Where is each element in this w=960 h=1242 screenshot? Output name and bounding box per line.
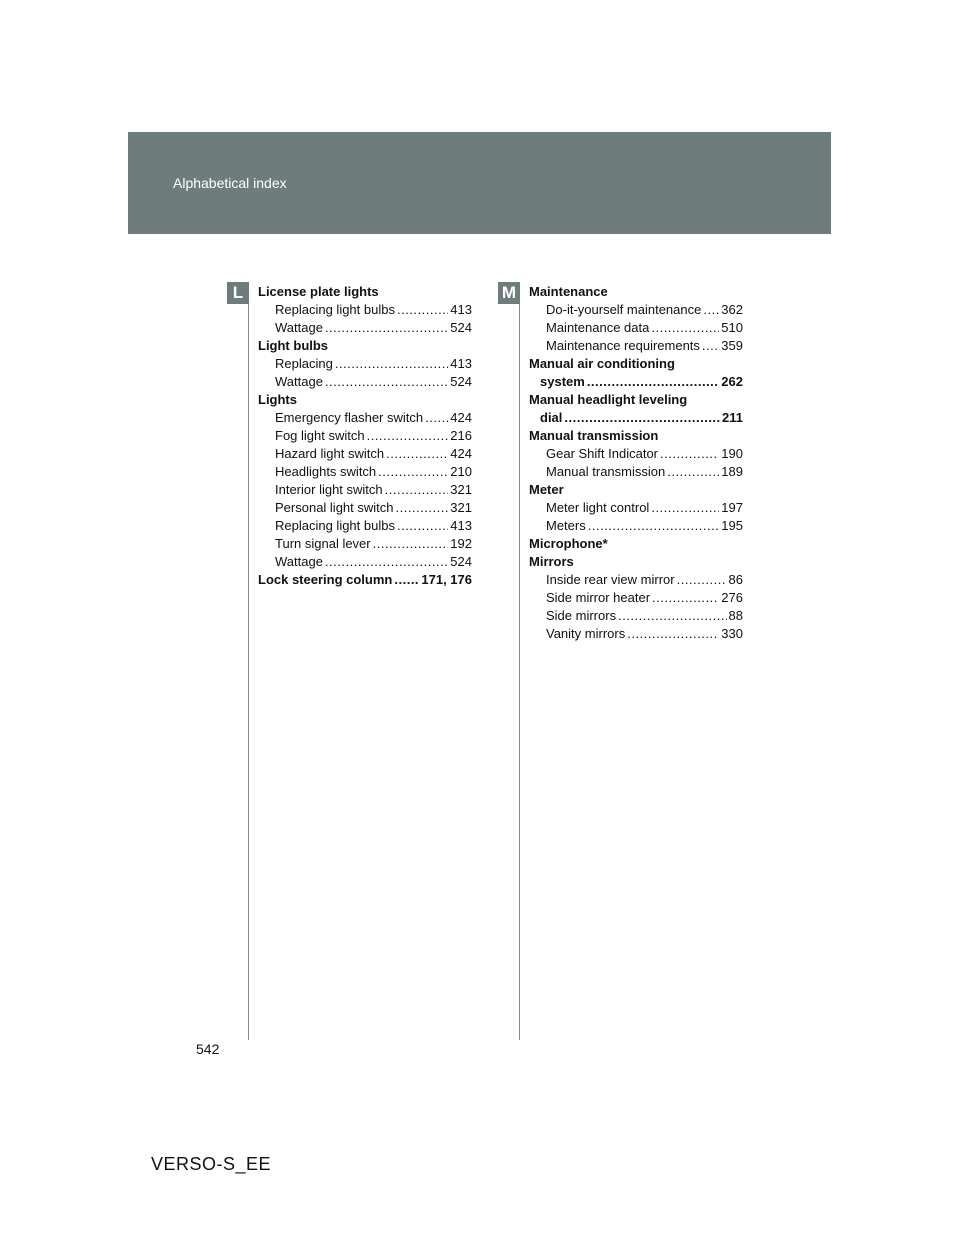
index-entry[interactable]: Gear Shift Indicator ..... 190 [529,445,743,463]
index-entry[interactable]: Interior light switch ..... 321 [258,481,472,499]
section-letter-m: M [498,282,520,304]
index-entry[interactable]: Wattage ..... 524 [258,553,472,571]
page-number: 542 [196,1041,220,1057]
index-entry[interactable]: Maintenance data ..... 510 [529,319,743,337]
index-heading[interactable]: Lights [258,392,297,407]
index-entry[interactable]: Wattage ..... 524 [258,373,472,391]
index-heading[interactable]: Maintenance [529,284,608,299]
index-entry[interactable]: Meter light control ..... 197 [529,499,743,517]
index-entry[interactable]: Inside rear view mirror ..... 86 [529,571,743,589]
index-entry[interactable]: Headlights switch ..... 210 [258,463,472,481]
index-entry[interactable]: Turn signal lever ..... 192 [258,535,472,553]
index-heading[interactable]: Manual air conditioning [529,356,675,371]
column-divider-left [248,282,249,1040]
index-entry[interactable]: Wattage ..... 524 [258,319,472,337]
index-entry[interactable]: Vanity mirrors ..... 330 [529,625,743,643]
page-header [128,132,831,234]
document-code: VERSO-S_EE [151,1154,272,1174]
index-entry[interactable]: dial ..... 211 [529,409,743,427]
index-entry[interactable]: Replacing light bulbs ..... 413 [258,301,472,319]
index-entry[interactable]: Meters ..... 195 [529,517,743,535]
header-title: Alphabetical index [173,175,287,191]
index-entry[interactable]: Do-it-yourself maintenance ..... 362 [529,301,743,319]
index-entry[interactable]: Side mirrors ..... 88 [529,607,743,625]
index-entry[interactable]: system ..... 262 [529,373,743,391]
index-heading[interactable]: Meter [529,482,564,497]
index-entry[interactable]: Manual transmission ..... 189 [529,463,743,481]
index-entry[interactable]: Fog light switch ..... 216 [258,427,472,445]
index-heading[interactable]: Mirrors [529,554,574,569]
index-heading[interactable]: Microphone* [529,536,608,551]
index-heading[interactable]: Manual transmission [529,428,659,443]
index-entry[interactable]: Emergency flasher switch ..... 424 [258,409,472,427]
section-letter-l: L [227,282,249,304]
index-entry[interactable]: Replacing ..... 413 [258,355,472,373]
index-column-l [258,283,472,589]
index-entry[interactable]: Side mirror heater ..... 276 [529,589,743,607]
index-heading[interactable]: Manual headlight leveling [529,392,688,407]
index-entry[interactable]: Lock steering column ..... 171, 176 [258,571,472,589]
index-heading[interactable]: Light bulbs [258,338,329,353]
index-entry[interactable]: Personal light switch ..... 321 [258,499,472,517]
index-column-m [529,283,743,643]
index-entry[interactable]: Replacing light bulbs ..... 413 [258,517,472,535]
column-divider-middle [519,282,520,1040]
index-heading[interactable]: License plate lights [258,284,379,299]
index-entry[interactable]: Hazard light switch ..... 424 [258,445,472,463]
index-entry[interactable]: Maintenance requirements ..... 359 [529,337,743,355]
